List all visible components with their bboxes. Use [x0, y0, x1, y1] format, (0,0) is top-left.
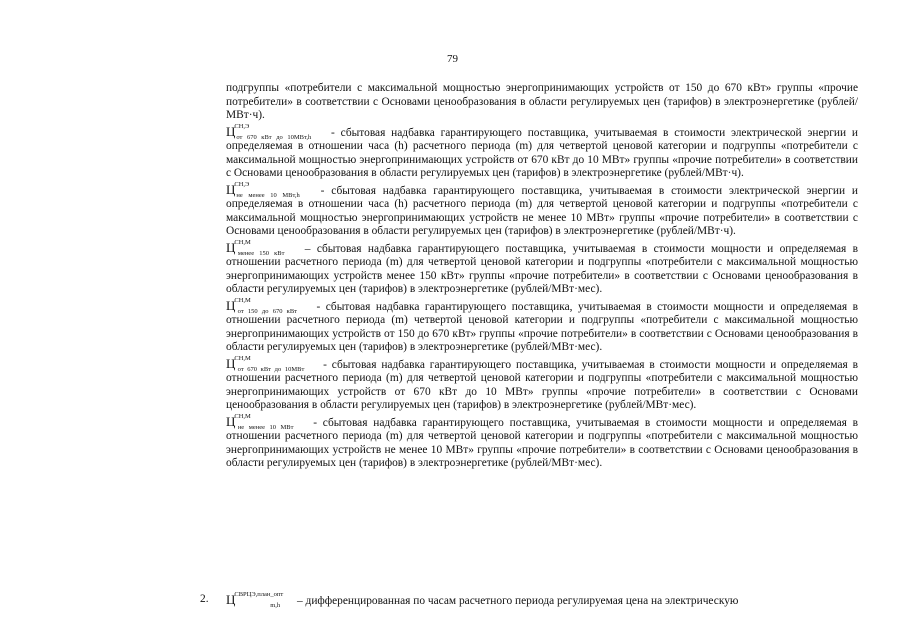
- definition-paragraph: $Ц^{СН,М}_{не менее 10 МВт}$ - сбытовая надбавка гарантирующего поставщика, учитываемая в стоимости мощности и определяемая в отношении расчетного периода (m) для четвертой ценовой категории и подгруппы «потребители с максимальной мощностью энергопринимающих устройств не менее 10 МВт» группы «прочие потребители» в соответствии с Основами ценообразования в области регулируемых цен (тарифов) в электроэнергетике (рублей/МВт·мес).: [226, 412, 858, 469]
- lead-paragraph: подгруппы «потребители с максимальной мощностью энергопринимающих устройств от 150 до 670 кВт» группы «прочие потребители» в соответствии с Основами ценообразования в области регулируемых цен (тарифов) в электроэнергетике (рублей/МВт·ч).: [226, 82, 858, 121]
- definition-paragraph: $Ц^{СН,Э}_{от 670 кВт до 10МВт,h}$ - сбытовая надбавка гарантирующего поставщика, учитываемая в стоимости электрической энергии и определяемая в отношении часа (h) расчетного периода (m) для четвертой ценовой категории и подгруппы «потребители с максимальной мощностью энергопринимающих устройств от 670 кВт до 10 МВт» группы «прочие потребители» в соответствии с Основами ценообразования в области регулируемых цен (тарифов) в электроэнергетике (рублей/МВт·ч).: [226, 122, 858, 179]
- tariff-symbol: $Ц^{СН,М}_{от 670 кВт до 10МВт}$: [226, 354, 305, 373]
- tariff-symbol: $Ц^{СН,М}_{от 150 до 670 кВт}$: [226, 296, 298, 315]
- definition-paragraph: $Ц^{СН,М}_{менее 150 кВт}$ – сбытовая надбавка гарантирующего поставщика, учитываемая в стоимости мощности и определяемая в отношении расчетного периода (m) для четвертой ценовой категории и подгруппы «потребители с максимальной мощностью энергопринимающих устройств менее 150 кВт» группы «прочие потребители» в соответствии с Основами ценообразования в области регулируемых цен (тарифов) в электроэнергетике (рублей/МВт·мес).: [226, 238, 858, 295]
- tariff-symbol: $Ц^{СН,М}_{менее 150 кВт}$: [226, 238, 285, 257]
- item-number: 2.: [200, 593, 209, 605]
- tariff-symbol: $Ц^{СВРЦЭ,план\_опт}_{m,h}$: [226, 591, 284, 609]
- item-2-text: $Ц^{СВРЦЭ,план\_опт}_{m,h}$ – дифференцированная по часам расчетного периода регулируемая цена на электрическую: [226, 591, 739, 609]
- page-number: 79: [447, 53, 458, 65]
- document-body: [226, 82, 858, 471]
- tariff-symbol: $Ц^{СН,М}_{не менее 10 МВт}$: [226, 412, 294, 431]
- definition-paragraph: $Ц^{СН,М}_{от 670 кВт до 10МВт}$ - сбытовая надбавка гарантирующего поставщика, учитываемая в стоимости мощности и определяемая в отношении расчетного периода (m) для четвертой ценовой категории и подгруппы «потребители с максимальной мощностью энергопринимающих устройств от 670 кВт до 10 МВт» группы «прочие потребители» в соответствии с Основами ценообразования в области регулируемых цен (тарифов) в электроэнергетике (рублей/МВт·мес).: [226, 354, 858, 411]
- definition-paragraph: $Ц^{СН,Э}_{не менее 10 МВт,h}$ - сбытовая надбавка гарантирующего поставщика, учитываемая в стоимости электрической энергии и определяемая в отношении часа (h) расчетного периода (m) для четвертой ценовой категории и подгруппы «потребители с максимальной мощностью энергопринимающих устройств не менее 10 МВт» группы «прочие потребители» в соответствии с Основами ценообразования в области регулируемых цен (тарифов) в электроэнергетике (рублей/МВт·ч).: [226, 180, 859, 237]
- definition-paragraph: $Ц^{СН,М}_{от 150 до 670 кВт}$ - сбытовая надбавка гарантирующего поставщика, учитываемая в стоимости мощности и определяемая в отношении расчетного периода (m) четвертой ценовой категории и подгруппы «потребители с максимальной мощностью энергопринимающих устройств от 150 до 670 кВт» группы «прочие потребители» в соответствии с Основами ценообразования в области регулируемых цен (тарифов) в электроэнергетике (рублей/МВт·мес).: [226, 296, 858, 353]
- tariff-symbol: $Ц^{СН,Э}_{от 670 кВт до 10МВт,h}$: [226, 122, 312, 141]
- tariff-symbol: $Ц^{СН,Э}_{не менее 10 МВт,h}$: [226, 180, 300, 199]
